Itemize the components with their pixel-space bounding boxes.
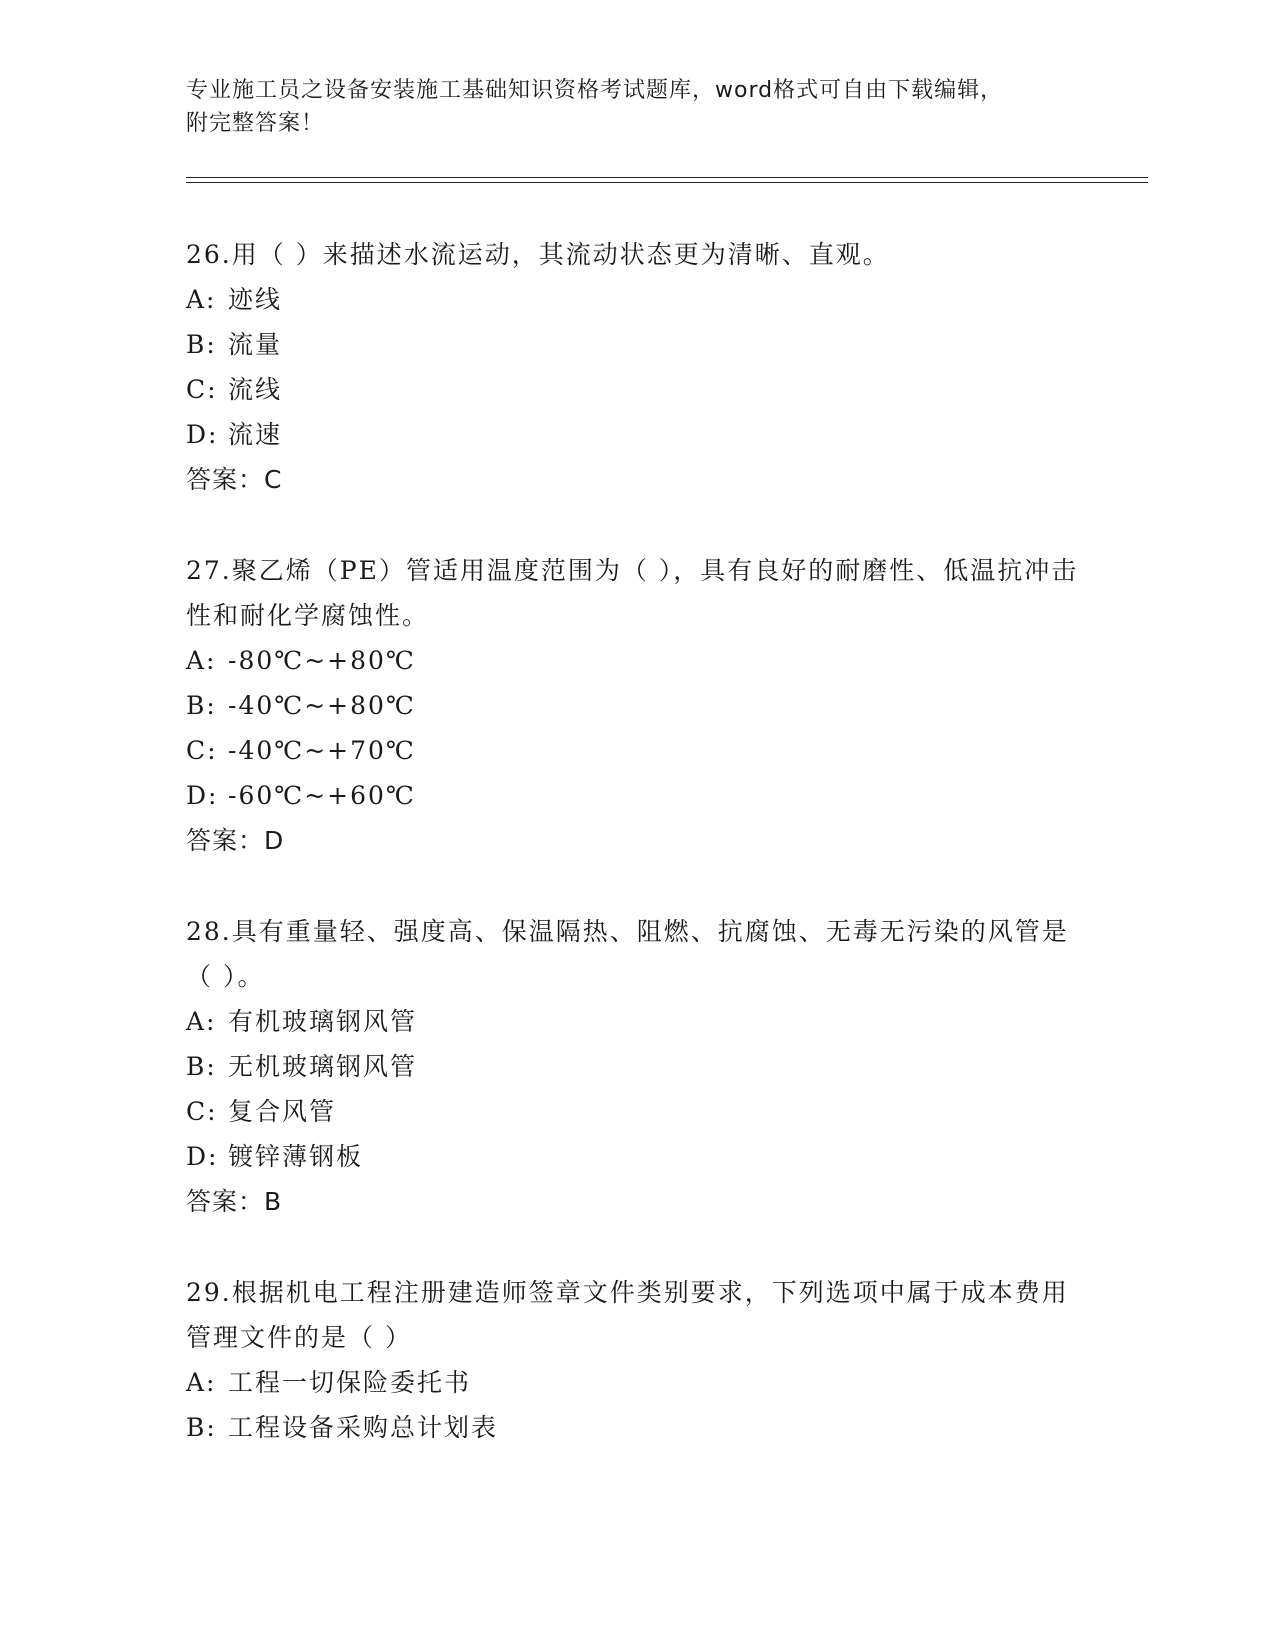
option-text: 流量 [228, 330, 283, 359]
option-text: 迹线 [228, 285, 283, 314]
option-a [186, 638, 1086, 683]
option-a [186, 999, 1086, 1044]
option-text: 工程一切保险委托书 [228, 1368, 472, 1397]
answer-line: 答案：B [186, 1187, 283, 1216]
option-b [186, 1044, 1086, 1089]
option-d [186, 1134, 1086, 1179]
option-key: B: [186, 1052, 217, 1081]
option-key: B: [186, 330, 217, 359]
question-stem: 27.聚乙烯（PE）管适用温度范围为（ ），具有良好的耐磨性、低温抗冲击性和耐化学腐蚀性。 [186, 556, 1079, 630]
question-stem: 28.具有重量轻、强度高、保温隔热、阻燃、抗腐蚀、无毒无污染的风管是（ ）。 [186, 917, 1069, 991]
option-d [186, 412, 1086, 457]
option-key: A: [186, 285, 217, 314]
answer-line: 答案：D [186, 826, 285, 855]
option-c [186, 1089, 1086, 1134]
option-text: -80℃~+80℃ [228, 646, 416, 675]
option-text: 工程设备采购总计划表 [228, 1413, 499, 1442]
document-header [186, 74, 1086, 140]
option-key: D: [186, 781, 219, 810]
option-text: -40℃~+80℃ [228, 691, 416, 720]
question-list [186, 232, 1086, 1496]
header-line-1: 专业施工员之设备安装施工基础知识资格考试题库，word格式可自由下载编辑， [186, 78, 1004, 103]
question-29 [186, 1270, 1086, 1450]
option-key: B: [186, 691, 217, 720]
option-text: 无机玻璃钢风管 [228, 1052, 418, 1081]
question-28 [186, 909, 1086, 1224]
option-key: B: [186, 1413, 217, 1442]
header-divider-bottom [186, 182, 1148, 183]
option-key: A: [186, 1007, 217, 1036]
option-b [186, 683, 1086, 728]
option-a [186, 1360, 1086, 1405]
option-key: D: [186, 420, 219, 449]
option-c [186, 367, 1086, 412]
header-divider-top [186, 177, 1148, 178]
option-b [186, 1405, 1086, 1450]
option-text: -40℃~+70℃ [228, 736, 416, 765]
option-text: 有机玻璃钢风管 [228, 1007, 418, 1036]
option-key: C: [186, 736, 218, 765]
option-text: -60℃~+60℃ [228, 781, 416, 810]
option-text: 复合风管 [228, 1097, 337, 1126]
question-27 [186, 548, 1086, 863]
option-key: A: [186, 646, 217, 675]
option-text: 镀锌薄钢板 [228, 1142, 364, 1171]
option-c [186, 728, 1086, 773]
answer-line: 答案：C [186, 465, 283, 494]
option-key: A: [186, 1368, 217, 1397]
option-text: 流速 [228, 420, 283, 449]
option-b [186, 322, 1086, 367]
question-stem: 26.用（ ）来描述水流运动，其流动状态更为清晰、直观。 [186, 240, 890, 269]
option-text: 流线 [228, 375, 283, 404]
option-a [186, 277, 1086, 322]
option-key: D: [186, 1142, 219, 1171]
question-stem: 29.根据机电工程注册建造师签章文件类别要求，下列选项中属于成本费用管理文件的是（ ） [186, 1278, 1069, 1352]
option-key: C: [186, 375, 218, 404]
option-d [186, 773, 1086, 818]
option-key: C: [186, 1097, 218, 1126]
header-line-2: 附完整答案！ [186, 111, 325, 136]
question-26 [186, 232, 1086, 502]
